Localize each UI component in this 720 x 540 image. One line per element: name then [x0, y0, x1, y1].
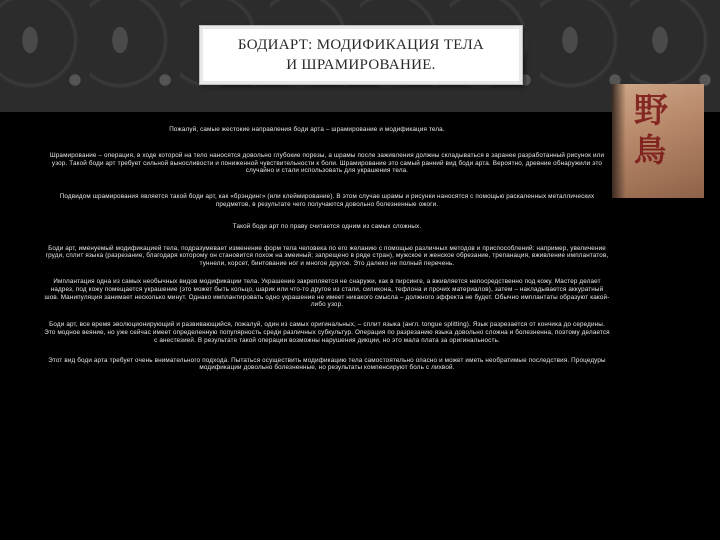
tattoo-glyph-1: 野 [634, 91, 668, 131]
paragraph-7: Боди арт, все время эволюционирующий и развивающийся, пожалуй, один из самых оригинальных, – сплит языка (англ. tongue splitting). Язык разрезается от кончика до середины. Это модное веяние, но уже сейчас имеет определенную популярность среди различных субкультур. Операция по разрезанию языка довольно сложна и болезненна, поэтому делается с анестезией. В результате такой операции возможны нарушения дикции, но это мала плата за оригинальность. [44, 321, 610, 344]
tattoo-glyph-2: 鳥 [634, 131, 667, 169]
paragraph-4: Такой боди арт по праву считается одним из самых сложных. [232, 222, 422, 230]
slide-body-text [44, 126, 610, 386]
slide-title: БОДИАРТ: МОДИФИКАЦИЯ ТЕЛА И ШРАМИРОВАНИЕ. [237, 37, 485, 73]
paragraph-1: Пожалуй, самые жестокие направления боди арта – шрамирование и модификация тела. [169, 126, 445, 133]
paragraph-6: Имплантация одна из самых необычных видов модификации тела. Украшение закрепляется не снаружи, как в пирсинге, а вживляется непосредственно под кожу. Мастер делает надрез, под кожу помещается украшение (это может быть кольцо, шарик или что-то другое из стали, силикона, тефлона и прочих материалов), затем – накладывается аккуратный шов. Манипуляция занимает несколько минут. Однако имплантировать одно украшение не имеет никакого смысла – должного эффекта не будет. Обычно имплантаты образуют какой-либо узор. [44, 277, 610, 309]
paragraph-2: Шрамирование – операция, в ходе которой на тело наносятся довольно глубокие порезы, а шрамы после заживления должны складываться в заранее разработанный рисунок или узор. Такой боди арт требует сильной выносливости и пониженной чувствительности к боли. Шрамирование это самый ранний вид боди арта. Вероятно, древние обнаружили это случайно и стали использовать для украшения тела. [49, 151, 605, 175]
paragraph-8: Этот вид боди арта требует очень внимательного подхода. Пытаться осуществить модификацию тела самостоятельно опасно и может иметь необратимые последствия. Процедуры модификации довольно болезненные, но результаты компенсируют боль с лихвой. [48, 356, 606, 372]
photo-shadow [612, 84, 626, 198]
paragraph-5: Боди арт, именуемый модификацией тела, подразумевает изменение форм тела человека по его желанию с помощью различных методов и приспособлений: например, увеличение груди, сплит языка (разрезание, благодаря которому он становится похож на змеиный; запрещено в ряде стран), мужское и женское обрезание, трепанация, вживление имплантатов, туннели, корсет, бинтование ног и многое другое. Это далеко не полный перечень. [45, 244, 609, 268]
tattoo-photo [612, 84, 704, 198]
paragraph-3: Подвидом шрамирования является такой боди арт, как «брэндинг» (или клеймирование). В этом случае шрамы и рисунки наносятся с помощью раскаленных металлических предметов, в результате чего получаются довольно болезненные ожоги. [59, 193, 595, 208]
title-box [199, 25, 523, 85]
